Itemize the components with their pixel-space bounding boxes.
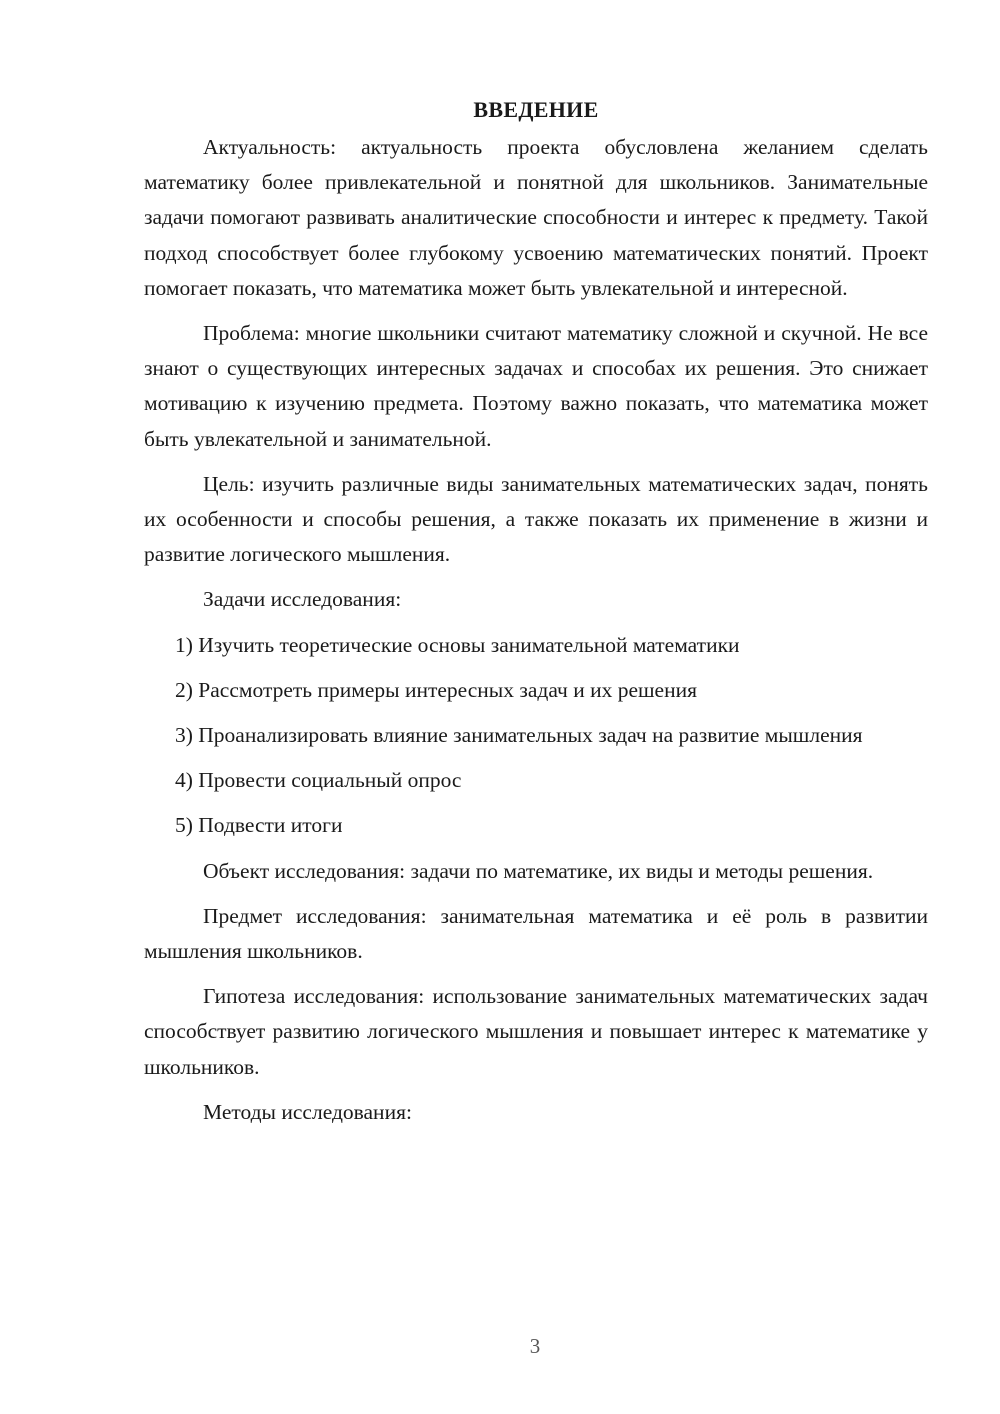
task-item-3: 3) Проанализировать влияние занимательных задач на развитие мышления	[175, 723, 863, 748]
task-item-5: 5) Подвести итоги	[175, 813, 343, 838]
paragraph-goal: Цель: изучить различные виды занимательных математических задач, понять их особенности и способы решения, а также показать их применение в жизни и развитие логического мышления.	[144, 471, 928, 567]
task-item-1: 1) Изучить теоретические основы занимательной математики	[175, 632, 740, 657]
paragraph-hypothesis: Гипотеза исследования: использование занимательных математических задач способствует развитию логического мышления и повышает интерес к математике у школьников.	[144, 984, 928, 1079]
methods-heading: Методы исследования:	[203, 1099, 412, 1124]
paragraph-subject: Предмет исследования: занимательная математика и её роль в развитии мышления школьников.	[144, 903, 928, 964]
task-item-2: 2) Рассмотреть примеры интересных задач и их решения	[175, 677, 697, 702]
page-number: 3	[529, 1334, 541, 1358]
paragraph-relevance: Актуальность: актуальность проекта обусловлена желанием сделать математику более привлекательной и понятной для школьников. Занимательные задачи помогают развивать аналитические способности и интерес к предмету. Такой подход способствует более глубокому усвоению математических понятий. Проект помогает показать, что математика может быть увлекательной и интересной.	[144, 135, 928, 300]
page-content	[144, 92, 928, 1140]
paragraph-problem: Проблема: многие школьники считают математику сложной и скучной. Не все знают о существующих интересных задачах и способах их решения. Это снижает мотивацию к изучению предмета. Поэтому важно показать, что математика может быть увлекательной и занимательной.	[144, 321, 928, 451]
task-item-4: 4) Провести социальный опрос	[175, 768, 462, 793]
paragraph-object: Объект исследования: задачи по математике, их виды и методы решения.	[203, 858, 874, 883]
section-title: ВВЕДЕНИЕ	[473, 97, 599, 122]
tasks-heading: Задачи исследования:	[203, 587, 402, 612]
